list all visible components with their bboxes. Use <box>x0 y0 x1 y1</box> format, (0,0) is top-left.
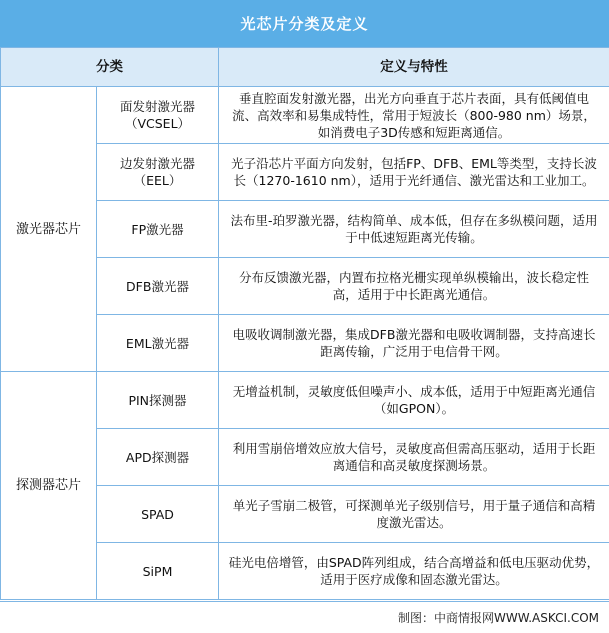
chip-type-line: （VCSEL） <box>124 116 191 131</box>
table-row <box>1 372 609 429</box>
chip-type-line: APD探测器 <box>125 449 190 465</box>
chip-type <box>97 543 219 600</box>
table-row <box>1 87 609 144</box>
chip-definition: 利用雪崩倍增效应放大信号，灵敏度高但需高压驱动，适用于长距离通信和高灵敏度探测场景。 <box>219 429 609 486</box>
chip-definition: 光子沿芯片平面方向发射，包括FP、DFB、EML等类型，支持长波长（1270-1610 nm），适用于光纤通信、激光雷达和工业加工。 <box>219 144 609 201</box>
chip-type <box>97 372 219 429</box>
chip-type-line: 边发射激光器 <box>119 156 195 171</box>
chip-type-line: DFB激光器 <box>126 278 189 294</box>
chip-definition: 硅光电倍增管，由SPAD阵列组成，结合高增益和低电压驱动优势，适用于医疗成像和固态激光雷达。 <box>219 543 609 600</box>
table-header-row <box>1 48 609 87</box>
chip-type <box>97 87 219 144</box>
chip-type <box>97 201 219 258</box>
chip-definition: 无增益机制，灵敏度低但噪声小、成本低，适用于中短距离光通信（如GPON）。 <box>219 372 609 429</box>
chip-type <box>97 429 219 486</box>
chip-type-line: EML激光器 <box>125 335 190 351</box>
chip-definition: 单光子雪崩二极管，可探测单光子级别信号，用于量子通信和高精度激光雷达。 <box>219 486 609 543</box>
chip-type-line: FP激光器 <box>131 221 184 237</box>
chip-type <box>97 258 219 315</box>
chip-type-line: （EEL） <box>133 173 182 188</box>
chip-type-line: PIN探测器 <box>128 392 187 408</box>
chip-definition: 电吸收调制激光器，集成DFB激光器和电吸收调制器，支持高速长距离传输，广泛用于电信骨干网。 <box>219 315 609 372</box>
header-category: 分类 <box>1 48 219 87</box>
group-name: 探测器芯片 <box>1 372 97 600</box>
chip-definition: 分布反馈激光器，内置布拉格光栅实现单纵模输出，波长稳定性高，适用于中长距离光通信。 <box>219 258 609 315</box>
table-body <box>1 87 609 600</box>
group-name: 激光器芯片 <box>1 87 97 372</box>
chip-classification-table <box>0 47 609 600</box>
page-title: 光芯片分类及定义 <box>0 0 609 47</box>
source-credit: 制图：中商情报网WWW.ASKCI.COM <box>0 601 609 633</box>
chip-type <box>97 486 219 543</box>
chip-type-line: SPAD <box>141 506 174 522</box>
chip-definition: 法布里-珀罗激光器，结构简单、成本低，但存在多纵模问题，适用于中低速短距离光传输。 <box>219 201 609 258</box>
chip-type <box>97 315 219 372</box>
chip-type <box>97 144 219 201</box>
header-definition: 定义与特性 <box>219 48 609 87</box>
chip-definition: 垂直腔面发射激光器，出光方向垂直于芯片表面，具有低阈值电流、高效率和易集成特性，常用于短波长（800-980 nm）场景，如消费电子3D传感和短距离通信。 <box>219 87 609 144</box>
chip-type-line: 面发射激光器 <box>119 99 195 114</box>
chip-type-line: SiPM <box>142 563 173 579</box>
